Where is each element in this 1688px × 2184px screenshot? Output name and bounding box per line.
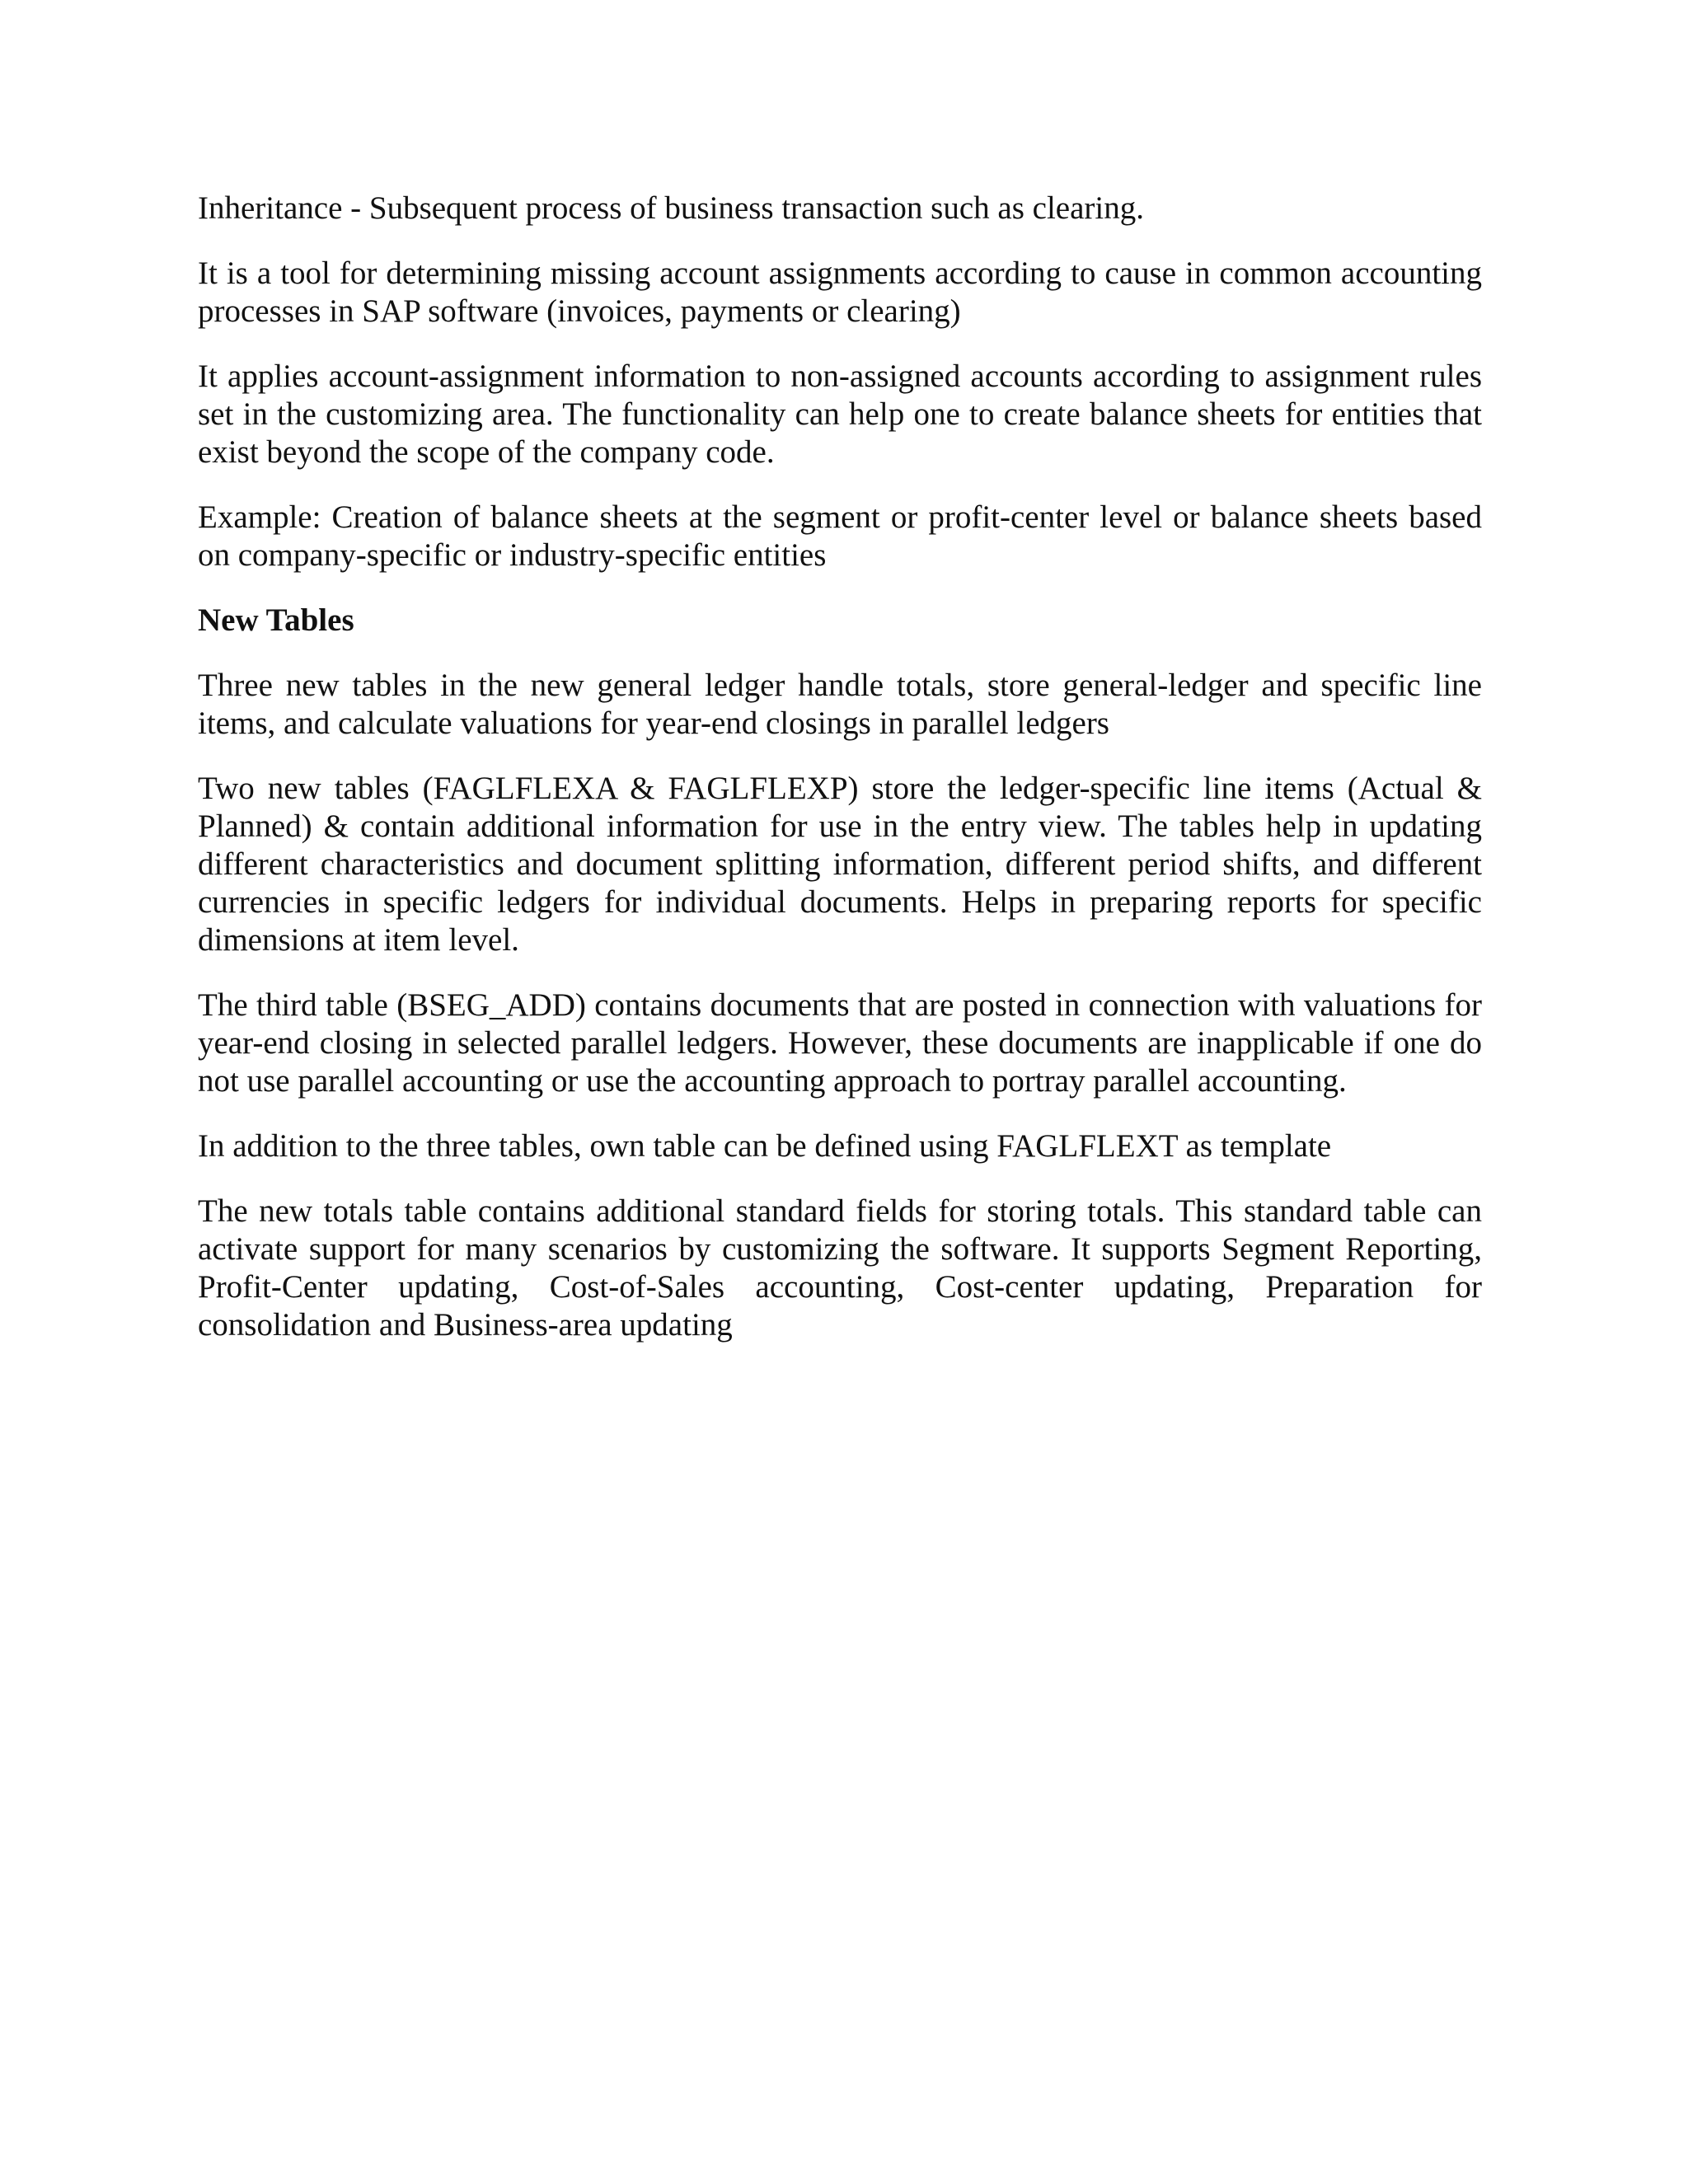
paragraph-example: Example: Creation of balance sheets at the segment or profit-center level or balance sheets based on company-specific or industry-specific entities: [198, 499, 1482, 573]
section-heading: New Tables: [198, 602, 354, 638]
paragraph-inheritance: Inheritance - Subsequent process of business transaction such as clearing.: [198, 190, 1144, 226]
paragraph-tool-description: It is a tool for determining missing account assignments according to cause in common accounting processes in SAP software (invoices, payments or clearing): [198, 255, 1482, 329]
paragraph-totals-table: The new totals table contains additional standard fields for storing totals. This standard table can activate support for many scenarios by customizing the software. It supports Segment Reporting, Profit-Center updating, Cost-of-Sales accounting, Cost-center updating, Preparation for consolidation and Business-area updating: [198, 1193, 1482, 1343]
paragraph-third-table: The third table (BSEG_ADD) contains documents that are posted in connection with valuations for year-end closing in selected parallel ledgers. However, these documents are inapplicable if one do not use parallel accounting or use the accounting approach to portray parallel accounting.: [198, 987, 1482, 1099]
paragraph-own-table: In addition to the three tables, own table can be defined using FAGLFLEXT as template: [198, 1128, 1332, 1164]
paragraph-three-new-tables: Three new tables in the new general ledger handle totals, store general-ledger and specific line items, and calculate valuations for year-end closings in parallel ledgers: [198, 668, 1482, 741]
paragraph-account-assignment: It applies account-assignment information to non-assigned accounts according to assignment rules set in the customizing area. The functionality can help one to create balance sheets for entities that exist beyond the scope of the company code.: [198, 359, 1482, 470]
document-page: [198, 190, 1482, 1371]
paragraph-two-new-tables: Two new tables (FAGLFLEXA & FAGLFLEXP) store the ledger-specific line items (Actual & Planned) & contain additional information for use in the entry view. The tables help in updating different characteristics and document splitting information, different period shifts, and different currencies in specific ledgers for individual documents. Helps in preparing reports for specific dimensions at item level.: [198, 771, 1482, 958]
